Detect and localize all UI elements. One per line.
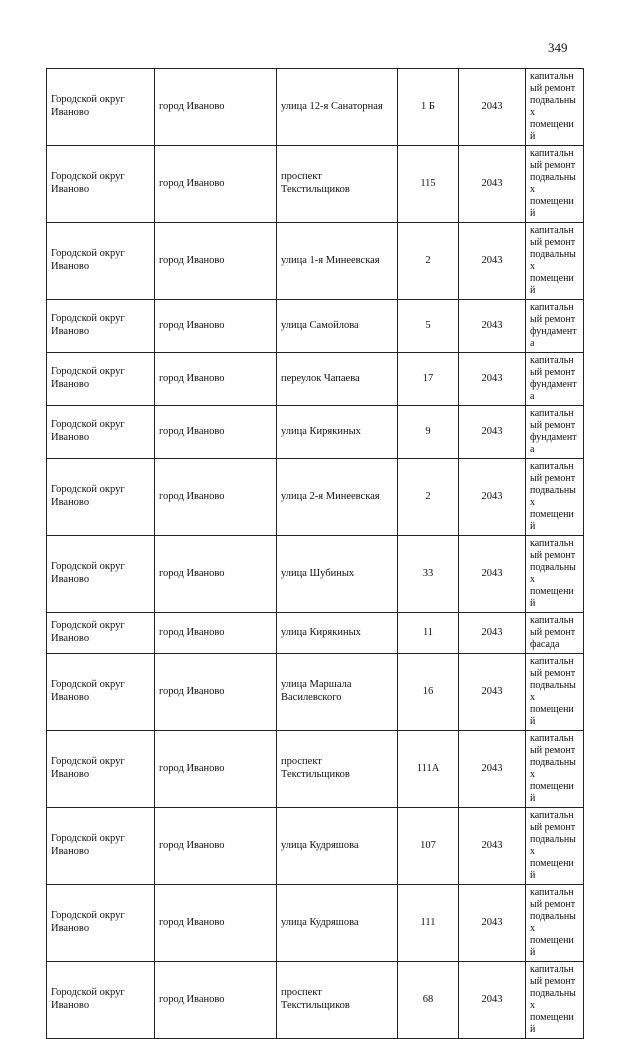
work-type-cell: капитальный ремонт фундамента [526, 406, 584, 459]
registry-table-body [47, 69, 584, 1039]
table-row [47, 223, 584, 300]
okrug-cell: Городской округ Иваново [47, 300, 155, 353]
table-row [47, 459, 584, 536]
year-cell: 2043 [459, 962, 526, 1039]
work-type-cell: капитальный ремонт подвальных помещений [526, 69, 584, 146]
house-number-cell: 68 [398, 962, 459, 1039]
okrug-cell: Городской округ Иваново [47, 962, 155, 1039]
work-type-cell: капитальный ремонт фундамента [526, 300, 584, 353]
street-cell: переулок Чапаева [277, 353, 398, 406]
year-cell: 2043 [459, 69, 526, 146]
table-row [47, 300, 584, 353]
table-row [47, 69, 584, 146]
work-type-cell: капитальный ремонт фундамента [526, 353, 584, 406]
city-cell: город Иваново [155, 223, 277, 300]
okrug-cell: Городской округ Иваново [47, 885, 155, 962]
street-cell: улица Кирякиных [277, 613, 398, 654]
table-row [47, 808, 584, 885]
city-cell: город Иваново [155, 459, 277, 536]
page-number: 349 [548, 40, 568, 55]
year-cell: 2043 [459, 885, 526, 962]
work-type-cell: капитальный ремонт подвальных помещений [526, 223, 584, 300]
street-cell: улица Самойлова [277, 300, 398, 353]
work-type-cell: капитальный ремонт подвальных помещений [526, 962, 584, 1039]
okrug-cell: Городской округ Иваново [47, 459, 155, 536]
year-cell: 2043 [459, 613, 526, 654]
year-cell: 2043 [459, 353, 526, 406]
table-row [47, 962, 584, 1039]
work-type-cell: капитальный ремонт фасада [526, 613, 584, 654]
year-cell: 2043 [459, 300, 526, 353]
street-cell: улица Маршала Василевского [277, 654, 398, 731]
okrug-cell: Городской округ Иваново [47, 353, 155, 406]
city-cell: город Иваново [155, 536, 277, 613]
year-cell: 2043 [459, 223, 526, 300]
house-number-cell: 16 [398, 654, 459, 731]
work-type-cell: капитальный ремонт подвальных помещений [526, 536, 584, 613]
city-cell: город Иваново [155, 146, 277, 223]
registry-table [46, 68, 584, 1039]
street-cell: проспект Текстильщиков [277, 962, 398, 1039]
house-number-cell: 2 [398, 223, 459, 300]
city-cell: город Иваново [155, 808, 277, 885]
street-cell: улица Шубиных [277, 536, 398, 613]
city-cell: город Иваново [155, 406, 277, 459]
city-cell: город Иваново [155, 69, 277, 146]
city-cell: город Иваново [155, 654, 277, 731]
table-row [47, 353, 584, 406]
table-row [47, 731, 584, 808]
okrug-cell: Городской округ Иваново [47, 406, 155, 459]
city-cell: город Иваново [155, 300, 277, 353]
house-number-cell: 111А [398, 731, 459, 808]
city-cell: город Иваново [155, 962, 277, 1039]
work-type-cell: капитальный ремонт подвальных помещений [526, 808, 584, 885]
city-cell: город Иваново [155, 885, 277, 962]
year-cell: 2043 [459, 459, 526, 536]
house-number-cell: 5 [398, 300, 459, 353]
street-cell: проспект Текстильщиков [277, 731, 398, 808]
house-number-cell: 11 [398, 613, 459, 654]
table-row [47, 654, 584, 731]
house-number-cell: 107 [398, 808, 459, 885]
street-cell: улица Кирякиных [277, 406, 398, 459]
house-number-cell: 9 [398, 406, 459, 459]
okrug-cell: Городской округ Иваново [47, 731, 155, 808]
work-type-cell: капитальный ремонт подвальных помещений [526, 654, 584, 731]
city-cell: город Иваново [155, 731, 277, 808]
work-type-cell: капитальный ремонт подвальных помещений [526, 146, 584, 223]
house-number-cell: 1 Б [398, 69, 459, 146]
okrug-cell: Городской округ Иваново [47, 69, 155, 146]
year-cell: 2043 [459, 536, 526, 613]
work-type-cell: капитальный ремонт подвальных помещений [526, 731, 584, 808]
table-row [47, 406, 584, 459]
year-cell: 2043 [459, 731, 526, 808]
house-number-cell: 17 [398, 353, 459, 406]
street-cell: улица 12-я Санаторная [277, 69, 398, 146]
okrug-cell: Городской округ Иваново [47, 808, 155, 885]
year-cell: 2043 [459, 146, 526, 223]
table-row [47, 885, 584, 962]
street-cell: улица Кудряшова [277, 808, 398, 885]
okrug-cell: Городской округ Иваново [47, 613, 155, 654]
table-row [47, 613, 584, 654]
work-type-cell: капитальный ремонт подвальных помещений [526, 459, 584, 536]
house-number-cell: 33 [398, 536, 459, 613]
house-number-cell: 111 [398, 885, 459, 962]
street-cell: улица 2-я Минеевская [277, 459, 398, 536]
house-number-cell: 2 [398, 459, 459, 536]
year-cell: 2043 [459, 808, 526, 885]
okrug-cell: Городской округ Иваново [47, 536, 155, 613]
okrug-cell: Городской округ Иваново [47, 654, 155, 731]
table-row [47, 536, 584, 613]
street-cell: проспект Текстильщиков [277, 146, 398, 223]
street-cell: улица Кудряшова [277, 885, 398, 962]
okrug-cell: Городской округ Иваново [47, 223, 155, 300]
street-cell: улица 1-я Минеевская [277, 223, 398, 300]
work-type-cell: капитальный ремонт подвальных помещений [526, 885, 584, 962]
year-cell: 2043 [459, 654, 526, 731]
city-cell: город Иваново [155, 613, 277, 654]
year-cell: 2043 [459, 406, 526, 459]
city-cell: город Иваново [155, 353, 277, 406]
house-number-cell: 115 [398, 146, 459, 223]
okrug-cell: Городской округ Иваново [47, 146, 155, 223]
table-row [47, 146, 584, 223]
